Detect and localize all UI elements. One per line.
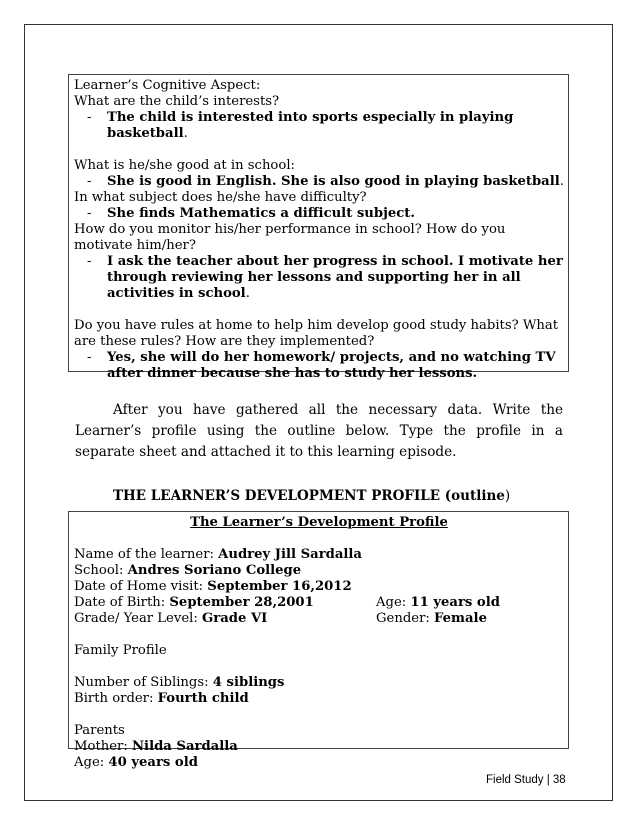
profile-title: The Learner’s Development Profile — [190, 515, 448, 530]
cognitive-aspect-box — [68, 74, 569, 381]
home-visit-row: Date of Home visit: September 16,2012 — [74, 579, 352, 594]
instructions-paragraph: After you have gathered all the necessary data. Write the Learner’s profile using the outline below. Type the profile in a separate sheet and attached it to this learning episode. — [75, 402, 563, 460]
birth-order-row: Birth order: Fourth child — [74, 691, 249, 706]
answer-good-at: - She is good in English. She is also good in playing basketball. — [87, 174, 564, 189]
birth-age-row: Date of Birth: September 28,2001 Age: 11 years old — [74, 595, 500, 610]
answer-monitor: - I ask the teacher about her progress in school. I motivate her through reviewing her lessons and supporting her in all activities in school. — [87, 254, 563, 301]
mother-age-row: Age: 40 years old — [74, 755, 198, 770]
question-difficulty: In what subject does he/she have difficulty? — [74, 190, 367, 205]
answer-difficulty: - She finds Mathematics a difficult subject. — [87, 206, 415, 221]
question-rules: Do you have rules at home to help him develop good study habits? What are these rules? How are they implemented? — [74, 318, 559, 349]
question-monitor: How do you monitor his/her performance in school? How do you motivate him/her? — [74, 222, 506, 253]
outline-heading: THE LEARNER’S DEVELOPMENT PROFILE (outline) — [113, 488, 511, 504]
answer-rules: - Yes, she will do her homework/ projects, and no watching TV after dinner because she has to study her lessons. — [87, 350, 556, 381]
mother-row: Mother: Nilda Sardalla — [74, 739, 238, 754]
school-row: School: Andres Soriano College — [74, 563, 302, 578]
grade-gender-row: Grade/ Year Level: Grade VI Gender: Female — [74, 611, 487, 626]
development-profile-box — [68, 511, 569, 770]
learner-name-row: Name of the learner: Audrey Jill Sardalla — [74, 547, 362, 562]
siblings-row: Number of Siblings: 4 siblings — [74, 675, 285, 690]
family-profile-label: Family Profile — [74, 643, 167, 658]
question-interests: What are the child’s interests? — [74, 94, 280, 109]
question-good-at: What is he/she good at in school: — [74, 158, 295, 173]
answer-interests: - The child is interested into sports especially in playing basketball. — [87, 110, 514, 141]
page-footer: Field Study | 38 — [486, 774, 566, 786]
parents-label: Parents — [74, 723, 125, 738]
cognitive-heading: Learner’s Cognitive Aspect: — [74, 78, 261, 93]
